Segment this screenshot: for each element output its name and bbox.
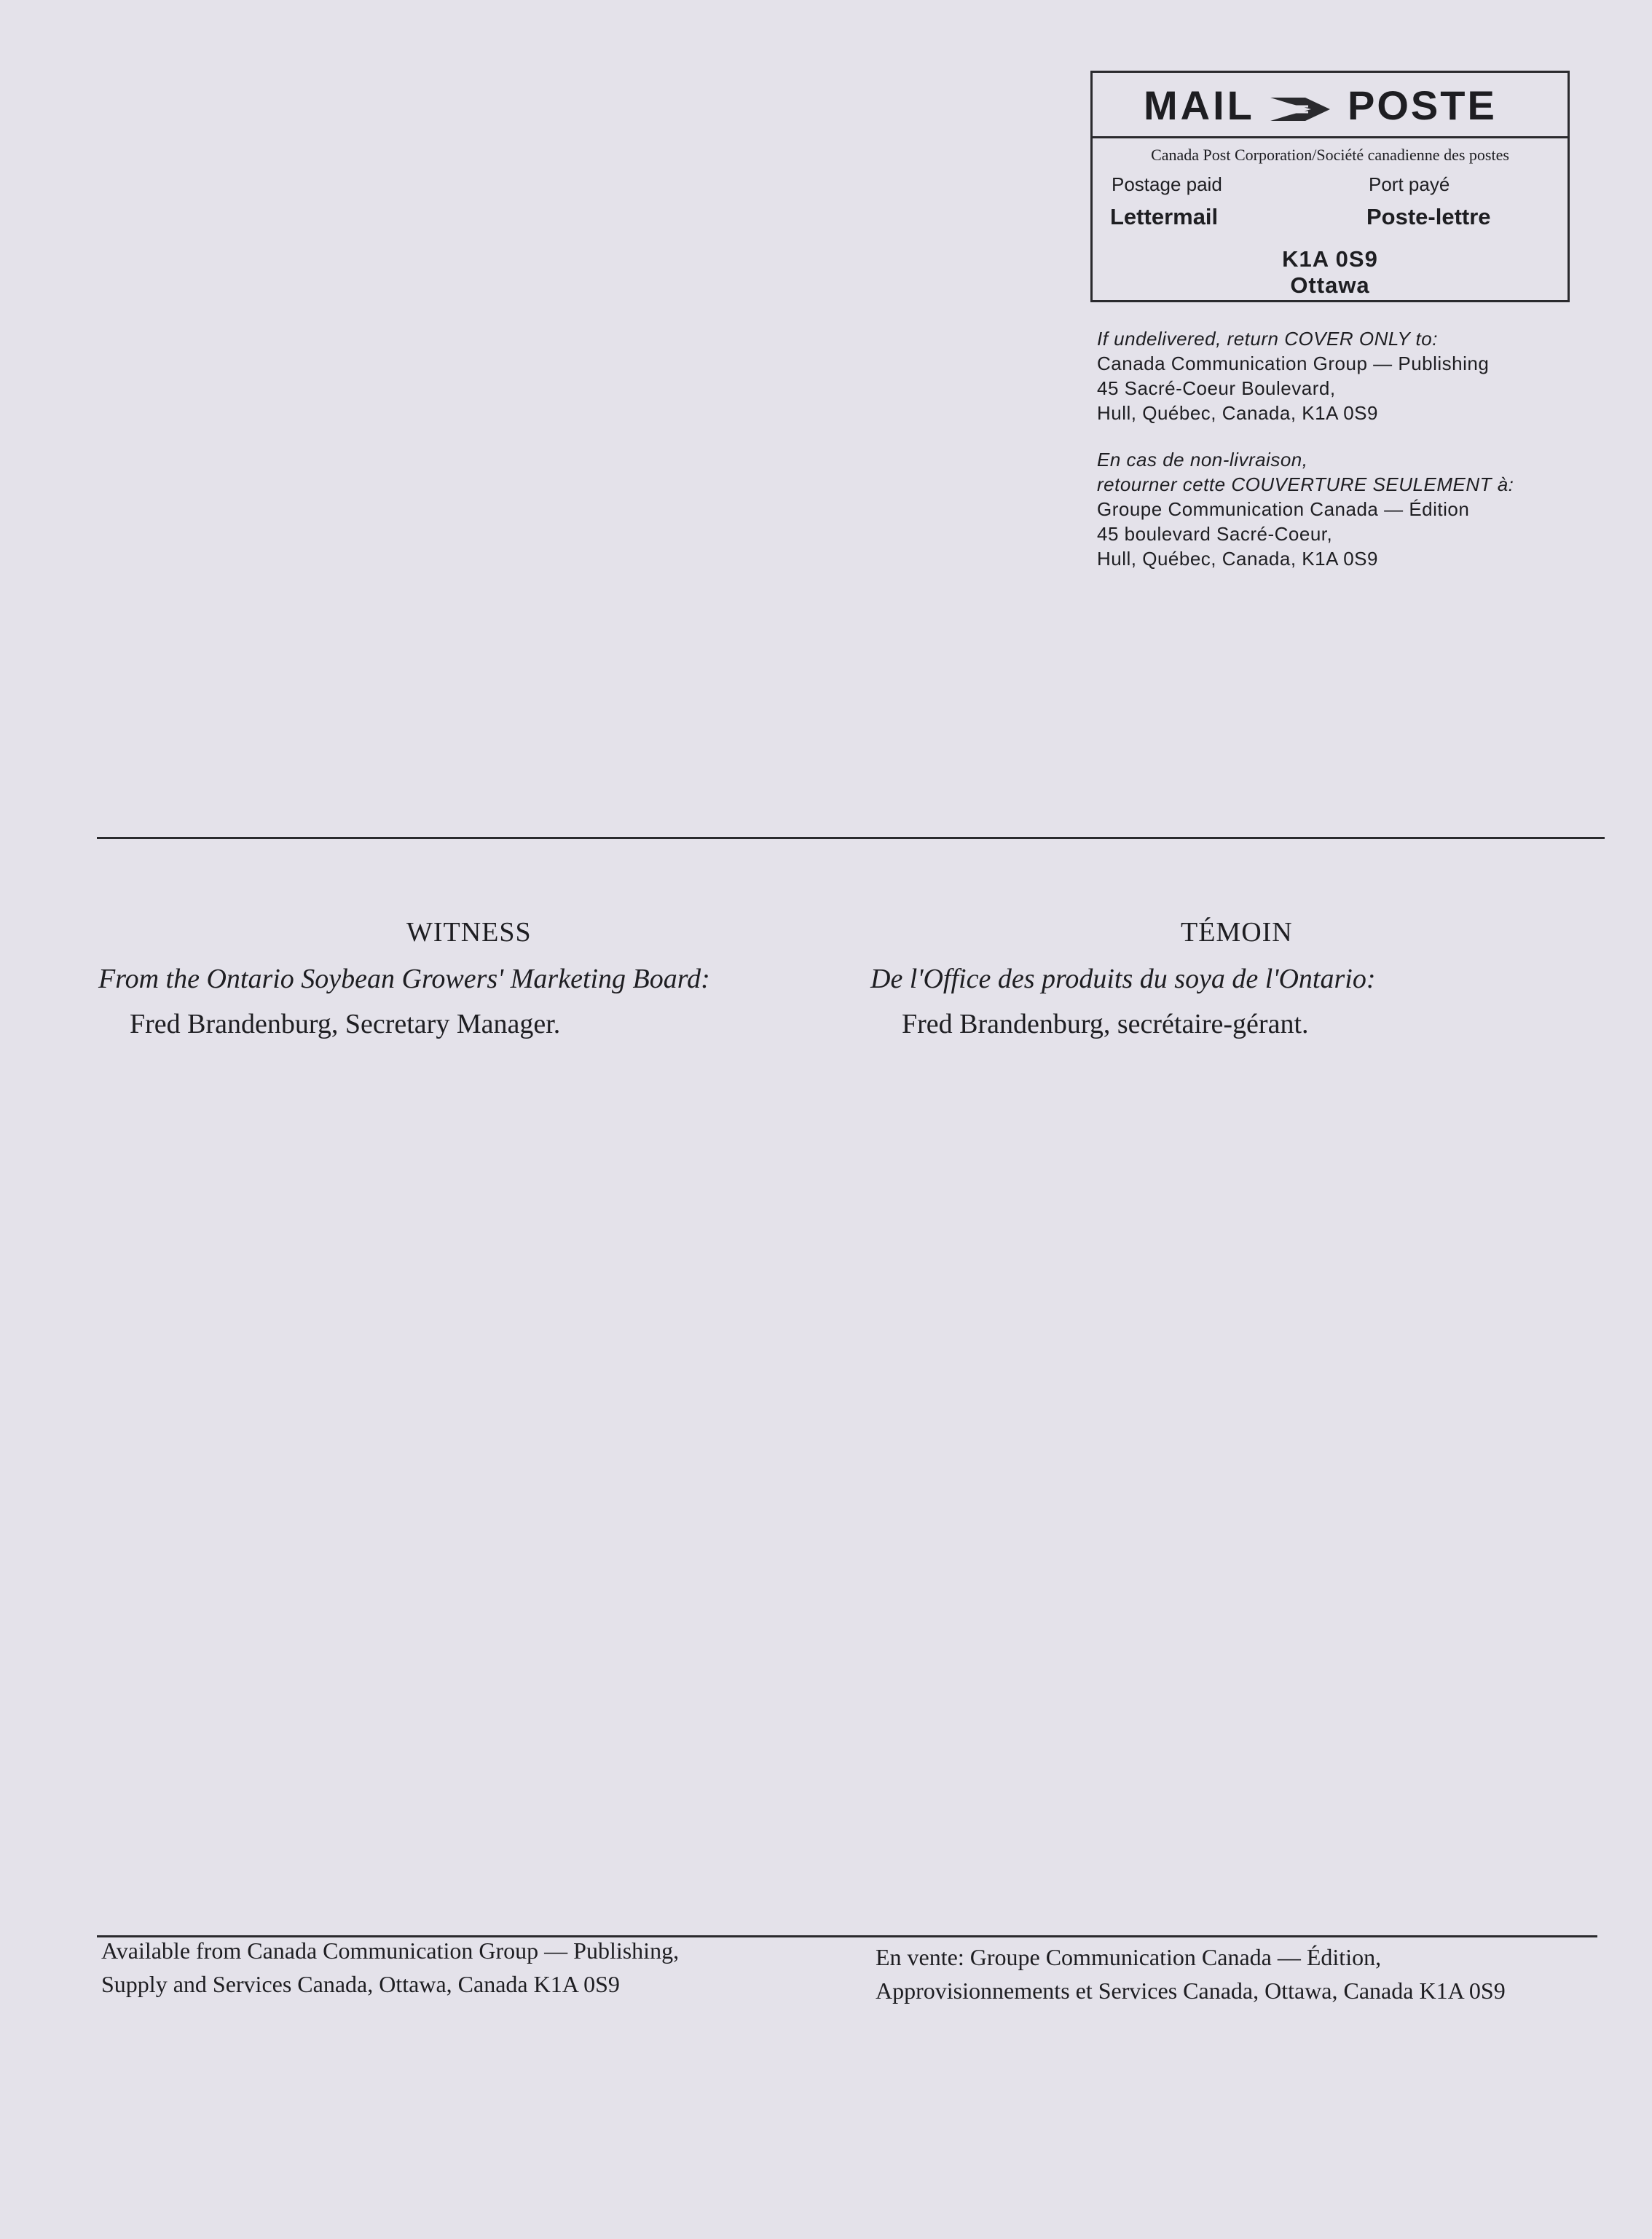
witness-organization-fr: De l'Office des produits du soya de l'Ontario:	[870, 964, 1376, 994]
return-fr-instruction: retourner cette COUVERTURE SEULEMENT à:	[1097, 473, 1514, 495]
return-fr-line: Groupe Communication Canada — Édition	[1097, 498, 1470, 520]
witness-heading-en: WITNESS	[406, 917, 532, 948]
lettermail-label: Lettermail	[1110, 204, 1219, 229]
indicia-city: Ottawa	[1290, 272, 1370, 298]
port-paye-label: Port payé	[1369, 173, 1450, 195]
postage-indicia	[1090, 71, 1570, 302]
canada-post-logo-icon	[1267, 95, 1333, 124]
return-en-line: Hull, Québec, Canada, K1A 0S9	[1097, 402, 1378, 424]
availability-fr-line: En vente: Groupe Communication Canada — Édition,	[876, 1944, 1382, 1970]
return-fr-line: 45 boulevard Sacré-Coeur,	[1097, 523, 1333, 545]
witness-name-fr: Fred Brandenburg, secrétaire-gérant.	[902, 1009, 1309, 1039]
indicia-postal-code: K1A 0S9	[1282, 246, 1378, 272]
indicia-header	[1093, 73, 1568, 138]
return-en-instruction: If undelivered, return COVER ONLY to:	[1097, 328, 1438, 350]
return-en-line: 45 Sacré-Coeur Boulevard,	[1097, 377, 1336, 399]
postage-paid-label: Postage paid	[1112, 173, 1222, 195]
availability-en-line: Available from Canada Communication Group — Publishing,	[101, 1937, 680, 1964]
availability-fr	[876, 1940, 1506, 2007]
witness-organization-en: From the Ontario Soybean Growers' Marketing Board:	[98, 964, 710, 994]
availability-fr-line: Approvisionnements et Services Canada, Ottawa, Canada K1A 0S9	[876, 1978, 1506, 2004]
witness-heading-fr: TÉMOIN	[1181, 917, 1293, 948]
return-address-en	[1097, 326, 1489, 425]
poste-lettre-label: Poste-lettre	[1366, 204, 1491, 229]
mail-word: MAIL	[1144, 82, 1255, 128]
return-fr-line: Hull, Québec, Canada, K1A 0S9	[1097, 548, 1378, 570]
witness-name-en: Fred Brandenburg, Secretary Manager.	[130, 1009, 561, 1039]
return-en-line: Canada Communication Group — Publishing	[1097, 353, 1490, 374]
return-fr-instruction: En cas de non-livraison,	[1097, 449, 1308, 471]
return-address-fr	[1097, 447, 1514, 571]
availability-en-line: Supply and Services Canada, Ottawa, Canada K1A 0S9	[101, 1971, 620, 1997]
availability-en	[101, 1934, 679, 2001]
corporation-line: Canada Post Corporation/Société canadienne des postes	[1151, 146, 1509, 164]
poste-word: POSTE	[1348, 82, 1497, 128]
top-divider	[97, 837, 1605, 839]
